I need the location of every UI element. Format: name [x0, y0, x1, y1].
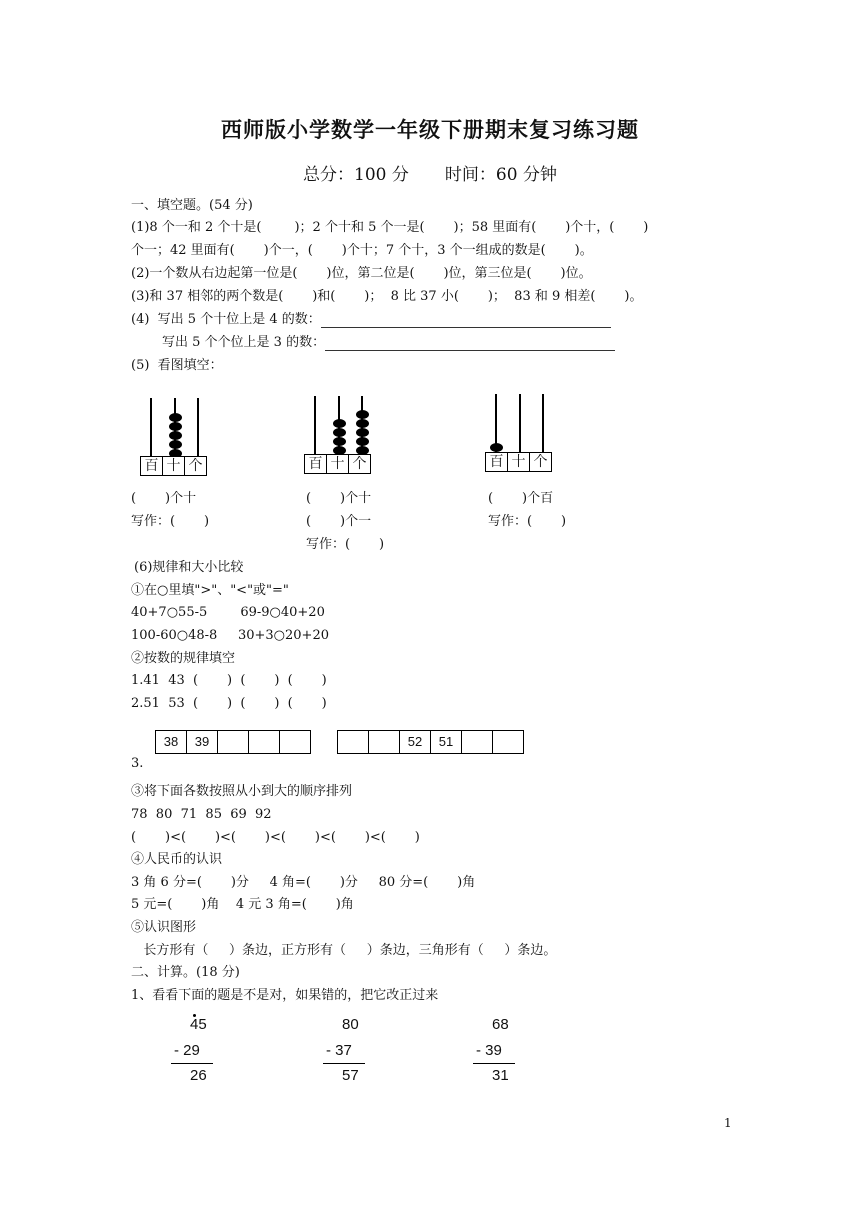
- page-number: 1: [724, 1116, 732, 1130]
- abacus-c-answer2: 写作：( ): [488, 514, 567, 529]
- number-box[interactable]: [462, 731, 493, 753]
- subtraction-problem-1: [168, 1014, 228, 1089]
- section1-heading: 一、填空题。(54 分): [131, 198, 253, 213]
- abacus-bead: [169, 413, 182, 422]
- q2: (2)一个数从右边起第一位是( )位，第二位是( )位，第三位是( )位。: [131, 266, 592, 281]
- q5: (5) 看图填空：: [131, 358, 223, 373]
- abacus-bead: [356, 410, 369, 419]
- q4-line1: (4) 写出 5 个十位上是 4 的数：: [131, 312, 611, 328]
- abacus-bead: [356, 419, 369, 428]
- abacus-place-labels: [140, 456, 207, 476]
- place-hundreds: 百: [486, 453, 508, 471]
- number-boxes-right: [337, 730, 524, 754]
- subtrahend: - 39: [476, 1042, 502, 1059]
- number-box[interactable]: [280, 731, 310, 753]
- q6-pattern-row3: 3.: [131, 756, 144, 771]
- section2-heading: 二、计算。(18 分): [131, 965, 240, 980]
- abacus-bead: [333, 428, 346, 437]
- abacus-bead: [333, 419, 346, 428]
- minuend: 80: [342, 1016, 359, 1033]
- answer-blank[interactable]: [321, 315, 611, 328]
- abacus-bead: [356, 428, 369, 437]
- abacus-rod: [197, 398, 199, 456]
- subtrahend: - 29: [174, 1042, 200, 1059]
- minuend: 68: [492, 1016, 509, 1033]
- answer-blank[interactable]: [325, 338, 615, 351]
- number-box: 52: [400, 731, 431, 753]
- abacus-a-answer1: ( )个十: [131, 491, 197, 506]
- place-hundreds: 百: [305, 455, 327, 473]
- subtrahend: - 37: [326, 1042, 352, 1059]
- time-limit: 时间：60 分钟: [444, 165, 557, 185]
- place-ones: 个: [188, 458, 203, 474]
- abacus-rod: [150, 398, 152, 456]
- abacus-c-answer1: ( )个百: [488, 491, 554, 506]
- abacus-rod: [542, 394, 544, 452]
- number-box[interactable]: [249, 731, 280, 753]
- result-line: [473, 1063, 515, 1064]
- place-tens: 十: [327, 455, 349, 473]
- q6-money-heading: ④人民币的认识: [131, 852, 223, 867]
- difference: 26: [190, 1067, 207, 1084]
- place-hundreds: 百: [141, 457, 163, 475]
- difference: 31: [492, 1067, 509, 1084]
- q6-shapes-row: 长方形有（ ）条边，正方形有（ ）条边，三角形有（ ）条边。: [131, 943, 557, 958]
- abacus-bead: [169, 422, 182, 431]
- number-box: 39: [187, 731, 218, 753]
- abacus-b-answer3: 写作：( ): [306, 537, 385, 552]
- place-ones: 个: [533, 454, 548, 470]
- subtraction-problem-2: [320, 1014, 380, 1089]
- abacus-bead: [169, 440, 182, 449]
- place-ones: 个: [352, 456, 367, 472]
- q4-line2: 写出 5 个个位上是 3 的数：: [162, 335, 615, 351]
- abacus-b-answer2: ( )个一: [306, 514, 372, 529]
- q6-heading: (6)规律和大小比较: [134, 560, 244, 575]
- abacus-bead: [333, 437, 346, 446]
- total-score: 总分：100 分: [303, 165, 409, 185]
- q6-compare-row1: 40+7○55-5 69-9○40+20: [131, 605, 325, 620]
- place-tens: 十: [508, 453, 530, 471]
- q1-line1: (1)8 个一和 2 个十是( )；2 个十和 5 个一是( )；58 里面有( )个十，( ): [131, 220, 649, 235]
- result-line: [323, 1063, 365, 1064]
- abacus-a-answer2: 写作：( ): [131, 514, 210, 529]
- number-boxes-left: [155, 730, 311, 754]
- q6-compare-heading: ①在○里填">"、"<"或"=": [131, 583, 289, 598]
- q3: (3)和 37 相邻的两个数是( )和( )； 8 比 37 小( )； 83 和 9 相差( )。: [131, 289, 643, 304]
- abacus-bead: [169, 431, 182, 440]
- q6-pattern-heading: ②按数的规律填空: [131, 651, 236, 666]
- q6-money-row2: 5 元=( )角 4 元 3 角=( )角: [131, 897, 354, 912]
- abacus-b: [304, 394, 374, 476]
- q6-order-blanks: ( )<( )<( )<( )<( )<( ): [131, 830, 420, 845]
- result-line: [171, 1063, 213, 1064]
- subtitle: [0, 160, 860, 185]
- minuend: 45: [190, 1016, 207, 1033]
- number-box[interactable]: [338, 731, 369, 753]
- q6-shapes-heading: ⑤认识图形: [131, 920, 197, 935]
- subtraction-problem-3: [470, 1014, 530, 1089]
- abacus-bead: [490, 443, 503, 452]
- abacus-a: [140, 396, 210, 478]
- section2-q1: 1、看看下面的题是不是对，如果错的，把它改正过来: [131, 988, 439, 1003]
- abacus-place-labels: [485, 452, 552, 472]
- q6-money-row1: 3 角 6 分=( )分 4 角=( )分 80 分=( )角: [131, 875, 476, 890]
- number-box[interactable]: [218, 731, 249, 753]
- abacus-rod: [519, 394, 521, 452]
- q6-order-numbers: 78 80 71 85 69 92: [131, 807, 272, 822]
- number-box: 38: [156, 731, 187, 753]
- number-box[interactable]: [493, 731, 523, 753]
- difference: 57: [342, 1067, 359, 1084]
- abacus-place-labels: [304, 454, 371, 474]
- page-title: 西师版小学数学一年级下册期末复习练习题: [221, 117, 639, 142]
- q6-compare-row2: 100-60○48-8 30+3○20+20: [131, 628, 329, 643]
- abacus-b-answer1: ( )个十: [306, 491, 372, 506]
- abacus-rod: [314, 396, 316, 454]
- q1-line2: 个一；42 里面有( )个一，( )个十；7 个十，3 个一组成的数是( )。: [131, 243, 593, 258]
- q6-pattern-row1: 1.41 43 ( ) ( ) ( ): [131, 673, 327, 688]
- number-box[interactable]: [369, 731, 400, 753]
- q6-pattern-row2: 2.51 53 ( ) ( ) ( ): [131, 696, 327, 711]
- q6-order-heading: ③将下面各数按照从小到大的顺序排列: [131, 784, 353, 799]
- abacus-bead: [356, 437, 369, 446]
- abacus-c: [485, 392, 555, 474]
- place-tens: 十: [163, 457, 185, 475]
- number-box: 51: [431, 731, 462, 753]
